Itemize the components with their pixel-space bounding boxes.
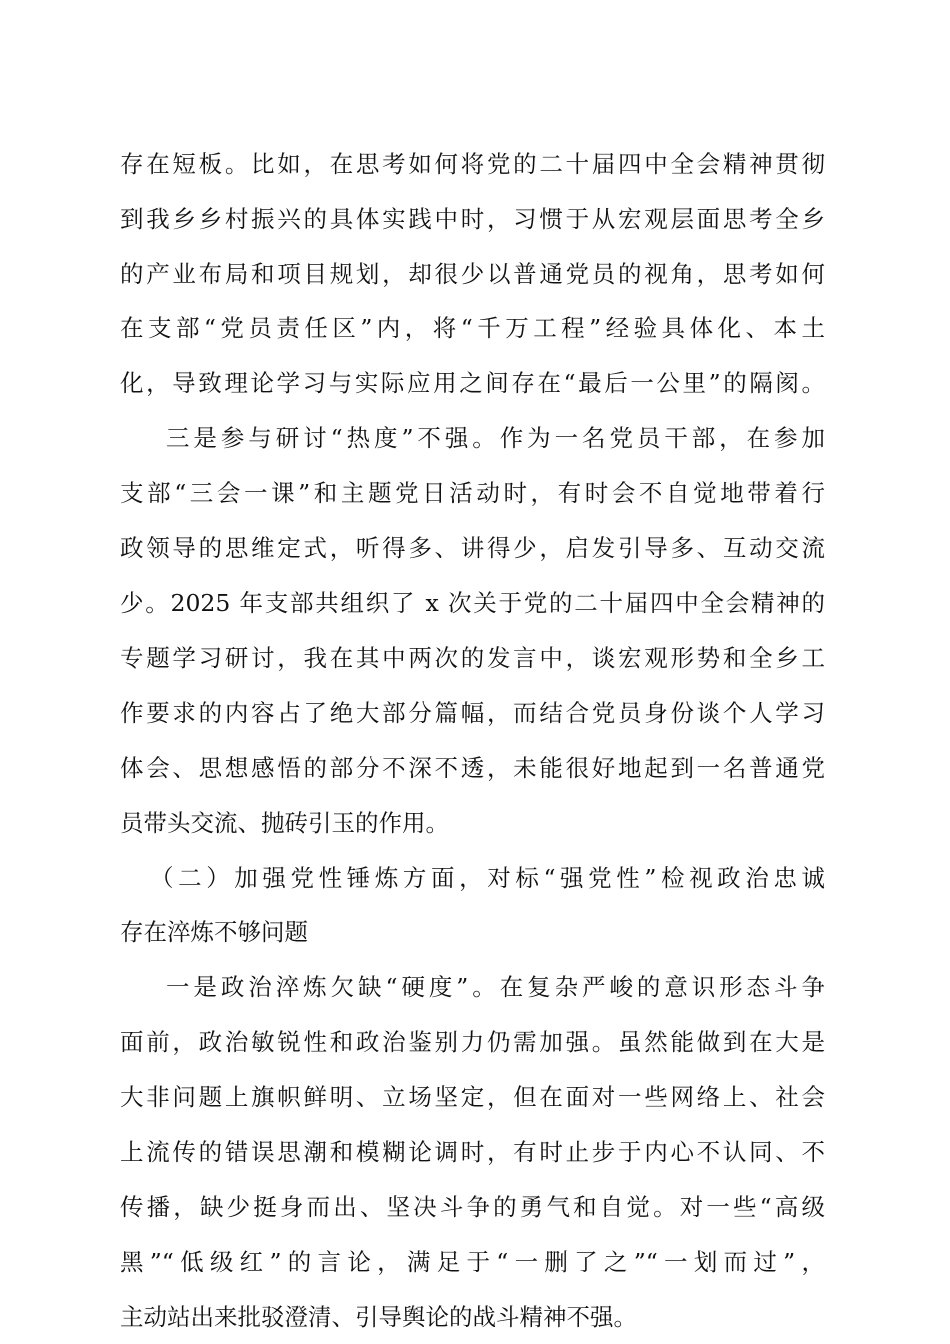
paragraph-line: 的产业布局和项目规划，却很少以普通党员的视角，思考如何 bbox=[120, 260, 825, 288]
paragraph-line: 作要求的内容占了绝大部分篇幅，而结合党员身份谈个人学习 bbox=[120, 699, 825, 727]
paragraph-line: 传播，缺少挺身而出、坚决斗争的勇气和自觉。对一些“高级 bbox=[120, 1193, 825, 1221]
paragraph-line: 面前，政治敏锐性和政治鉴别力仍需加强。虽然能做到在大是 bbox=[120, 1028, 825, 1056]
paragraph-line: 上流传的错误思潮和模糊论调时，有时止步于内心不认同、不 bbox=[120, 1138, 825, 1166]
paragraph-line: 政领导的思维定式，听得多、讲得少，启发引导多、互动交流 bbox=[120, 534, 825, 562]
paragraph-line: 三是参与研讨“热度”不强。作为一名党员干部，在参加 bbox=[166, 424, 825, 452]
paragraph-line: 专题学习研讨，我在其中两次的发言中，谈宏观形势和全乡工 bbox=[120, 644, 825, 672]
paragraph-line: 一是政治淬炼欠缺“硬度”。在复杂严峻的意识形态斗争 bbox=[166, 973, 825, 1001]
paragraph-line: 少。2025 年支部共组织了 x 次关于党的二十届四中全会精神的 bbox=[120, 589, 825, 617]
paragraph-line: 大非问题上旗帜鲜明、立场坚定，但在面对一些网络上、社会 bbox=[120, 1083, 825, 1111]
section-heading-line: （二）加强党性锤炼方面，对标“强党性”检视政治忠诚 bbox=[150, 864, 825, 892]
paragraph-line: 支部“三会一课”和主题党日活动时，有时会不自觉地带着行 bbox=[120, 479, 825, 507]
paragraph-line: 员带头交流、抛砖引玉的作用。 bbox=[120, 809, 449, 837]
paragraph-line: 在支部“党员责任区”内，将“千万工程”经验具体化、本土 bbox=[120, 314, 825, 342]
paragraph-line: 体会、思想感悟的部分不深不透，未能很好地起到一名普通党 bbox=[120, 754, 825, 782]
paragraph-line: 黑”“低级红”的言论，满足于“一删了之”“一划而过”， bbox=[120, 1248, 825, 1276]
paragraph-line: 到我乡乡村振兴的具体实践中时，习惯于从宏观层面思考全乡 bbox=[120, 205, 825, 233]
paragraph-line: 主动站出来批驳澄清、引导舆论的战斗精神不强。 bbox=[120, 1303, 637, 1331]
section-heading-line: 存在淬炼不够问题 bbox=[120, 918, 308, 946]
paragraph-line: 存在短板。比如，在思考如何将党的二十届四中全会精神贯彻 bbox=[120, 150, 825, 178]
paragraph-line: 化，导致理论学习与实际应用之间存在“最后一公里”的隔阂。 bbox=[120, 369, 825, 397]
